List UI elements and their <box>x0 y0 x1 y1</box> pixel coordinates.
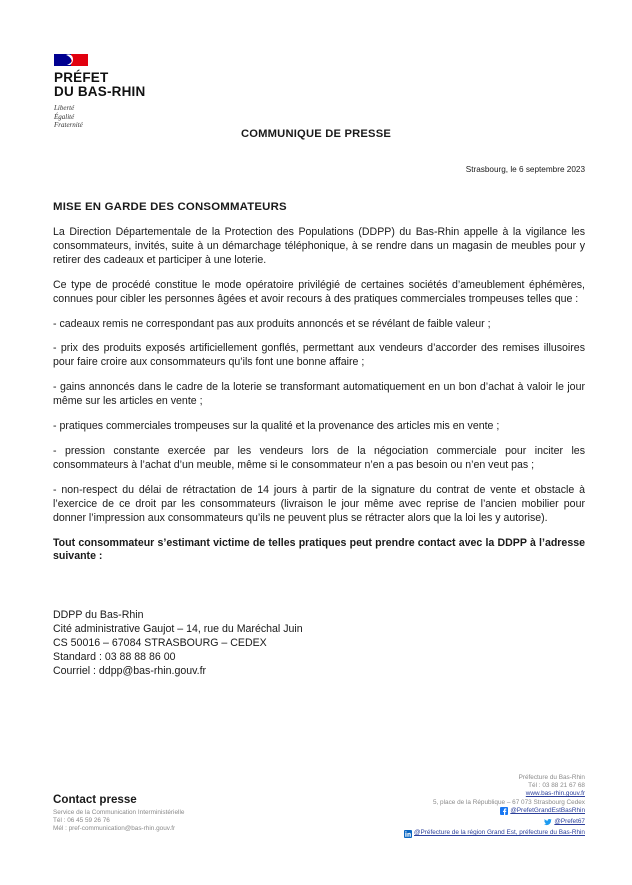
logo-line-2: DU BAS-RHIN <box>54 84 146 99</box>
article-body <box>53 226 585 575</box>
marianne-flag-logo <box>54 54 88 66</box>
twitter-bird-icon <box>544 818 552 826</box>
prefecture-name: Préfecture du Bas-Rhin <box>518 774 585 781</box>
practice-item: - pression constante exercée par les vendeurs lors de la négociation commerciale pour inciter les consommateurs à l’achat d’un meuble, même si le consommateur n’en a pas besoin ou n’en veut pas ; <box>53 444 585 471</box>
address-line-email[interactable]: Courriel : ddpp@bas-rhin.gouv.fr <box>53 664 207 677</box>
linkedin-icon <box>404 830 412 838</box>
prefet-logo-text <box>54 71 145 99</box>
dateline: Strasbourg, le 6 septembre 2023 <box>465 165 585 174</box>
contact-phone: Tél : 06 45 59 26 76 <box>53 817 110 825</box>
call-to-action: Tout consommateur s’estimant victime de telles pratiques peut prendre contact avec la DDPP à l’adresse suivante : <box>53 536 585 563</box>
motto-liberte: Liberté <box>54 104 75 112</box>
practice-item: - pratiques commerciales trompeuses sur la qualité et la provenance des articles mis en vente ; <box>53 420 500 433</box>
prefecture-details <box>404 774 585 841</box>
contact-title: Contact presse <box>53 793 137 806</box>
document-title: COMMUNIQUE DE PRESSE <box>240 128 392 140</box>
prefecture-address: 5, place de la République – 67 073 Strasbourg Cedex <box>432 798 585 806</box>
practice-item: - gains annoncés dans le cadre de la loterie se transformant automatiquement en un bon d’achat à valoir le jour même sur les articles en vente ; <box>53 381 585 408</box>
twitter-link-group[interactable] <box>544 818 585 826</box>
article-heading: MISE EN GARDE DES CONSOMMATEURS <box>53 201 287 213</box>
motto-egalite: Égalité <box>54 112 75 121</box>
facebook-link[interactable]: @PrefetGrandEstBasRhin <box>510 806 585 814</box>
intro-paragraph: La Direction Départementale de la Protection des Populations (DDPP) du Bas-Rhin appelle à la vigilance les consommateurs, invités, suite à un démarchage téléphonique, à se rendre dans un magasin de meubles pour y retirer des cadeaux et participer à une loterie. <box>53 226 585 266</box>
practice-item: - cadeaux remis ne correspondant pas aux produits annoncés et se révélant de faible valeur ; <box>53 317 491 330</box>
facebook-icon <box>500 807 508 815</box>
linkedin-link[interactable]: @Préfecture de la région Grand Est, préfecture du Bas-Rhin <box>414 829 585 837</box>
practice-item: - prix des produits exposés artificiellement gonflés, permettant aux vendeurs d’accorder des remises illusoires pour faire croire aux consommateurs qu’ils font une bonne affaire ; <box>53 342 585 369</box>
context-paragraph: Ce type de procédé constitue le mode opératoire privilégié de certaines sociétés d’ameublement éphémères, connues pour cibler les personnes âgées et avoir recours à des pratiques commerciales trompeuses telles que : <box>53 278 585 305</box>
prefecture-website-link[interactable]: www.bas-rhin.gouv.fr <box>525 790 585 798</box>
republic-motto <box>54 104 83 130</box>
contact-details <box>53 809 184 834</box>
address-line-street: Cité administrative Gaujot – 14, rue du Maréchal Juin <box>53 622 303 635</box>
facebook-link-group[interactable] <box>500 807 585 815</box>
motto-fraternite: Fraternité <box>54 121 83 129</box>
flag-red-band <box>71 54 88 66</box>
ddpp-address <box>53 609 303 679</box>
prefecture-phone: Tél : 03 88 21 67 68 <box>528 782 585 790</box>
address-line-org: DDPP du Bas-Rhin <box>53 609 144 621</box>
practice-item: - non-respect du délai de rétractation de 14 jours à partir de la signature du contrat de vente et obstacle à l’exercice de ce droit par les consommateurs (livraison le jour même avec reprise de l’ancien mobilier pour donner l’impression aux consommateurs qu’ils ne peuvent plus se rétracter alors que la loi les y autorise). <box>53 483 585 524</box>
address-line-city: CS 50016 – 67084 STRASBOURG – CEDEX <box>53 636 267 649</box>
contact-service: Service de la Communication Interministérielle <box>53 809 185 816</box>
linkedin-link-group[interactable] <box>404 829 585 837</box>
address-line-phone: Standard : 03 88 88 86 00 <box>53 650 176 663</box>
logo-line-1: PRÉFET <box>54 70 109 85</box>
twitter-link[interactable]: @Prefet67 <box>554 818 585 826</box>
contact-email[interactable]: Mél : pref-communication@bas-rhin.gouv.fr <box>53 825 176 833</box>
